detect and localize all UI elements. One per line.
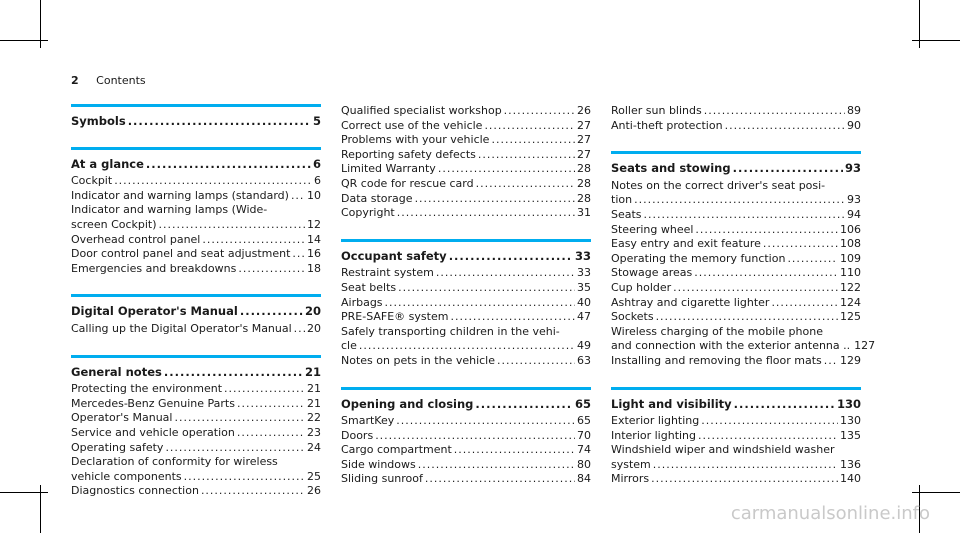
toc-entry[interactable]: [611, 223, 861, 238]
toc-section: [71, 294, 321, 336]
entry-page: 24: [307, 440, 321, 454]
toc-entry[interactable]: [341, 458, 591, 473]
entry-text: system: [611, 457, 651, 471]
toc-column-2: [341, 104, 591, 505]
section-page: 6: [312, 156, 321, 171]
entry-page: 93: [847, 193, 861, 207]
toc-section: [611, 151, 876, 368]
entry-text: and connection with the exterior antenna ..: [611, 339, 851, 353]
toc-entry[interactable]: [611, 458, 861, 473]
page-number: 2: [71, 74, 79, 87]
toc-entry[interactable]: [341, 133, 591, 148]
toc-section: [71, 355, 321, 499]
leader-dots: [771, 296, 838, 311]
toc-entry[interactable]: [341, 325, 591, 340]
page-title: Contents: [96, 74, 146, 87]
section-heading[interactable]: [71, 304, 321, 319]
section-divider: [341, 239, 591, 242]
entry-page: 70: [577, 428, 591, 442]
entry-page: 12: [307, 217, 321, 231]
entry-page: 89: [847, 104, 861, 117]
leader-dots: [504, 104, 575, 119]
entry-text: Cockpit: [71, 174, 113, 188]
toc-entry[interactable]: [341, 414, 591, 429]
entry-text: Interior lighting: [611, 428, 697, 442]
toc-entry[interactable]: [71, 174, 321, 189]
entry-page: 125: [840, 310, 861, 324]
entry-text: Copyright: [341, 206, 395, 220]
entry-page: 27: [577, 118, 591, 132]
toc-section: [611, 387, 861, 488]
entry-page: 127: [854, 339, 876, 353]
entry-text: Correct use of the vehicle: [341, 118, 483, 132]
section-title: Seats and stowing: [611, 161, 731, 176]
toc-entry[interactable]: [611, 208, 861, 223]
leader-dots: [174, 411, 305, 426]
section-divider: [71, 355, 321, 358]
leader-dots: [454, 443, 575, 458]
section-page: 130: [836, 396, 861, 411]
entry-page: 140: [840, 472, 861, 486]
toc-entry[interactable]: [611, 354, 861, 369]
entry-text: Emergencies and breakdowns: [71, 261, 237, 275]
toc-entry[interactable]: [611, 472, 861, 487]
toc-entry[interactable]: [611, 252, 861, 267]
entry-page: 28: [577, 176, 591, 190]
leader-dots: [694, 266, 838, 281]
entry-text: Overhead control panel: [71, 232, 201, 246]
toc-section: [341, 387, 591, 488]
leader-dots: [224, 382, 305, 397]
leader-dots: [146, 157, 311, 172]
entry-page: 136: [840, 457, 861, 471]
entry-page: 31: [577, 206, 591, 220]
leader-dots: [396, 414, 575, 429]
leader-dots: [484, 119, 575, 134]
toc-entry[interactable]: [611, 414, 861, 429]
leader-dots: [704, 104, 845, 119]
leader-dots: [733, 161, 843, 176]
leader-dots: [763, 237, 838, 252]
toc-entry[interactable]: [341, 296, 591, 311]
entry-text: QR code for rescue card: [341, 176, 474, 190]
entry-text: Cup holder: [611, 280, 672, 294]
toc-entry[interactable]: [71, 218, 321, 233]
entry-text: Notes on pets in the vehicle: [341, 353, 496, 367]
leader-dots: [397, 206, 575, 221]
leader-dots: [475, 397, 573, 412]
leader-dots: [385, 296, 575, 311]
section-title: Light and visibility: [611, 396, 732, 411]
leader-dots: [478, 148, 575, 163]
toc-entry[interactable]: [611, 104, 861, 119]
leader-dots: [237, 426, 305, 441]
section-heading[interactable]: [71, 157, 321, 172]
entry-page: 109: [840, 251, 861, 265]
section-page: 65: [574, 396, 591, 411]
toc-section: [341, 239, 591, 369]
entry-page: 21: [307, 382, 321, 396]
entry-page: 33: [577, 266, 591, 280]
toc-section: [341, 104, 591, 221]
entry-page: 47: [577, 310, 591, 324]
entry-page: 74: [577, 443, 591, 457]
entry-page: 94: [847, 207, 861, 221]
watermark: carmanualsonline.info: [730, 503, 930, 524]
toc-entry[interactable]: [71, 189, 321, 204]
entry-text: Steering wheel: [611, 222, 694, 236]
entry-page: 20: [307, 321, 321, 335]
toc-entry[interactable]: [341, 429, 591, 444]
entry-text: Calling up the Digital Operator's Manual: [71, 321, 292, 335]
entry-text: Service and vehicle operation: [71, 425, 235, 439]
entry-text: Easy entry and exit feature: [611, 237, 761, 251]
leader-dots: [653, 458, 838, 473]
toc-entry[interactable]: [611, 179, 861, 194]
leader-dots: [418, 458, 575, 473]
toc-entry[interactable]: [341, 177, 591, 192]
toc-entry[interactable]: [611, 281, 861, 296]
leader-dots: [497, 354, 575, 369]
entry-text: Roller sun blinds: [611, 104, 702, 117]
section-title: Symbols: [71, 114, 126, 128]
leader-dots: [415, 192, 575, 207]
leader-dots: [695, 223, 838, 238]
section-title: Digital Operator's Manual: [71, 304, 238, 319]
entry-page: 130: [840, 414, 861, 428]
entry-text: Safely transporting children in the vehi-: [341, 324, 560, 338]
toc-section: [71, 104, 321, 129]
toc-entry[interactable]: [341, 354, 591, 369]
leader-dots: [359, 339, 575, 354]
leader-dots: [425, 472, 575, 487]
toc-entry[interactable]: [71, 262, 321, 277]
entry-page: 40: [577, 295, 591, 309]
leader-dots: [128, 114, 311, 129]
toc-entry[interactable]: [341, 339, 591, 354]
toc-entry[interactable]: [341, 310, 591, 325]
toc-entry[interactable]: [71, 397, 321, 412]
entry-page: 28: [577, 191, 591, 205]
entry-text: SmartKey: [341, 414, 395, 428]
entry-page: 110: [840, 266, 861, 280]
entry-text: Seat belts: [341, 280, 397, 294]
entry-page: 27: [577, 133, 591, 147]
leader-dots: [449, 249, 573, 264]
entry-text: Indicator and warning lamps (Wide-: [71, 203, 268, 217]
leader-dots: [656, 310, 838, 325]
entry-text: PRE-SAFE® system: [341, 310, 449, 324]
leader-dots: [202, 233, 305, 248]
leader-dots: [238, 262, 305, 277]
toc-entry[interactable]: [341, 162, 591, 177]
toc-entry[interactable]: [611, 310, 861, 325]
toc-entry[interactable]: [71, 233, 321, 248]
toc-section: [611, 104, 861, 133]
entry-text: Operating safety: [71, 440, 164, 454]
entry-page: 90: [847, 118, 861, 132]
leader-dots: [734, 397, 835, 412]
entry-text: Problems with your vehicle: [341, 133, 490, 147]
toc-entry[interactable]: [71, 203, 321, 218]
section-divider: [71, 147, 321, 150]
entry-text: Operating the memory function: [611, 251, 786, 265]
toc-entry[interactable]: [341, 281, 591, 296]
section-divider: [611, 151, 861, 154]
toc-entry[interactable]: [611, 193, 861, 208]
section-page: 21: [304, 364, 321, 379]
entry-text: Installing and removing the floor mats: [611, 353, 822, 367]
entry-text: Door control panel and seat adjustment: [71, 247, 291, 261]
entry-page: 23: [307, 425, 321, 439]
entry-text: Reporting safety defects: [341, 147, 476, 161]
entry-text: vehicle components: [71, 469, 182, 483]
leader-dots: [491, 133, 575, 148]
toc-section: [71, 147, 321, 277]
leader-dots: [644, 208, 845, 223]
entry-text: Diagnostics connection: [71, 484, 199, 498]
section-page: 20: [304, 304, 321, 319]
section-divider: [341, 387, 591, 390]
leader-dots: [651, 472, 838, 487]
toc-entry[interactable]: [341, 443, 591, 458]
leader-dots: [240, 304, 303, 319]
section-heading[interactable]: [71, 114, 321, 129]
section-divider: [71, 104, 321, 107]
toc-entry[interactable]: [611, 237, 861, 252]
toc-entry[interactable]: [71, 470, 321, 485]
leader-dots: [164, 365, 303, 380]
entry-page: 106: [840, 222, 861, 236]
toc-entry[interactable]: [341, 192, 591, 207]
toc-entry[interactable]: [71, 441, 321, 456]
entry-page: 26: [307, 484, 321, 498]
toc-entry[interactable]: [71, 426, 321, 441]
toc-entry[interactable]: [341, 119, 591, 134]
section-title: Opening and closing: [341, 396, 474, 411]
entry-page: 22: [307, 411, 321, 425]
entry-page: 135: [840, 428, 861, 442]
leader-dots: [398, 281, 575, 296]
section-page: 5: [312, 114, 321, 128]
leader-dots: [165, 441, 305, 456]
toc-entry[interactable]: [71, 247, 321, 262]
entry-text: Qualified specialist workshop: [341, 104, 502, 117]
entry-page: 122: [840, 280, 861, 294]
entry-text: Windshield wiper and windshield washer: [611, 443, 835, 457]
leader-dots: [476, 177, 575, 192]
leader-dots: [824, 354, 838, 369]
leader-dots: [114, 174, 312, 189]
entry-page: 63: [577, 353, 591, 367]
leader-dots: [673, 281, 838, 296]
entry-page: 49: [577, 339, 591, 353]
leader-dots: [294, 322, 305, 337]
section-heading[interactable]: [341, 397, 591, 412]
entry-text: Wireless charging of the mobile phone: [611, 324, 823, 338]
section-heading[interactable]: [611, 161, 861, 176]
entry-page: 108: [840, 237, 861, 251]
entry-page: 27: [577, 147, 591, 161]
leader-dots: [634, 193, 845, 208]
entry-page: 16: [307, 247, 321, 261]
entry-text: Operator's Manual: [71, 411, 173, 425]
entry-page: 28: [577, 162, 591, 176]
leader-dots: [725, 119, 845, 134]
section-page: 33: [574, 248, 591, 263]
entry-page: 124: [840, 295, 861, 309]
leader-dots: [201, 484, 305, 499]
leader-dots: [375, 429, 575, 444]
entry-text: Airbags: [341, 295, 383, 309]
section-heading[interactable]: [71, 365, 321, 380]
toc-entry[interactable]: [611, 339, 876, 354]
toc-entry[interactable]: [611, 119, 861, 134]
section-heading[interactable]: [341, 249, 591, 264]
entry-text: Side windows: [341, 457, 416, 471]
section-heading[interactable]: [611, 397, 861, 412]
toc-entry[interactable]: [611, 325, 861, 340]
entry-text: screen Cockpit): [71, 217, 157, 231]
entry-page: 10: [307, 188, 321, 202]
toc-entry[interactable]: [71, 455, 321, 470]
entry-text: Ashtray and cigarette lighter: [611, 295, 770, 309]
toc-entry[interactable]: [611, 443, 861, 458]
leader-dots: [701, 414, 838, 429]
entry-page: 26: [577, 104, 591, 117]
toc-entry[interactable]: [71, 382, 321, 397]
section-divider: [611, 387, 861, 390]
entry-text: Cargo compartment: [341, 443, 452, 457]
toc-entry[interactable]: [71, 322, 321, 337]
toc-entry[interactable]: [611, 429, 861, 444]
leader-dots: [237, 397, 305, 412]
entry-page: 18: [307, 261, 321, 275]
entry-text: Indicator and warning lamps (standard): [71, 188, 289, 202]
entry-text: Declaration of conformity for wireless: [71, 455, 278, 469]
toc-entry[interactable]: [341, 206, 591, 221]
toc-entry[interactable]: [611, 296, 861, 311]
toc-entry[interactable]: [71, 484, 321, 499]
leader-dots: [291, 189, 305, 204]
section-title: Occupant safety: [341, 248, 447, 263]
leader-dots: [438, 162, 575, 177]
entry-text: cle: [341, 339, 357, 353]
entry-text: tion: [611, 193, 633, 207]
section-divider: [71, 294, 321, 297]
leader-dots: [787, 252, 838, 267]
entry-page: 6: [314, 174, 321, 188]
entry-text: Sockets: [611, 310, 654, 324]
entry-page: 84: [577, 472, 591, 486]
toc-entry[interactable]: [341, 104, 591, 119]
leader-dots: [698, 429, 838, 444]
entry-text: Protecting the environment: [71, 382, 223, 396]
leader-dots: [450, 310, 575, 325]
entry-page: 129: [840, 353, 861, 367]
entry-text: Limited Warranty: [341, 162, 436, 176]
entry-text: Mirrors: [611, 472, 650, 486]
toc-entry[interactable]: [341, 148, 591, 163]
leader-dots: [184, 470, 305, 485]
section-title: General notes: [71, 364, 162, 379]
section-title: At a glance: [71, 156, 144, 171]
leader-dots: [292, 247, 305, 262]
leader-dots: [436, 266, 575, 281]
entry-text: Restraint system: [341, 266, 434, 280]
toc-column-3: [611, 104, 876, 505]
entry-text: Data storage: [341, 191, 413, 205]
entry-text: Anti-theft protection: [611, 118, 723, 132]
entry-text: Stowage areas: [611, 266, 693, 280]
entry-page: 35: [577, 280, 591, 294]
leader-dots: [159, 218, 305, 233]
toc-entry[interactable]: [611, 266, 861, 281]
section-page: 93: [844, 161, 861, 176]
entry-text: Exterior lighting: [611, 414, 700, 428]
entry-page: 80: [577, 457, 591, 471]
entry-text: Sliding sunroof: [341, 472, 423, 486]
entry-text: Mercedes-Benz Genuine Parts: [71, 396, 235, 410]
entry-text: Doors: [341, 428, 374, 442]
entry-text: Seats: [611, 207, 642, 221]
page-header: [71, 74, 146, 87]
entry-page: 65: [577, 414, 591, 428]
toc-entry[interactable]: [71, 411, 321, 426]
toc-entry[interactable]: [341, 472, 591, 487]
entry-page: 25: [307, 469, 321, 483]
entry-text: Notes on the correct driver's seat posi-: [611, 178, 826, 192]
toc-entry[interactable]: [341, 266, 591, 281]
entry-page: 21: [307, 396, 321, 410]
toc-column-1: [71, 104, 321, 517]
entry-page: 14: [307, 232, 321, 246]
